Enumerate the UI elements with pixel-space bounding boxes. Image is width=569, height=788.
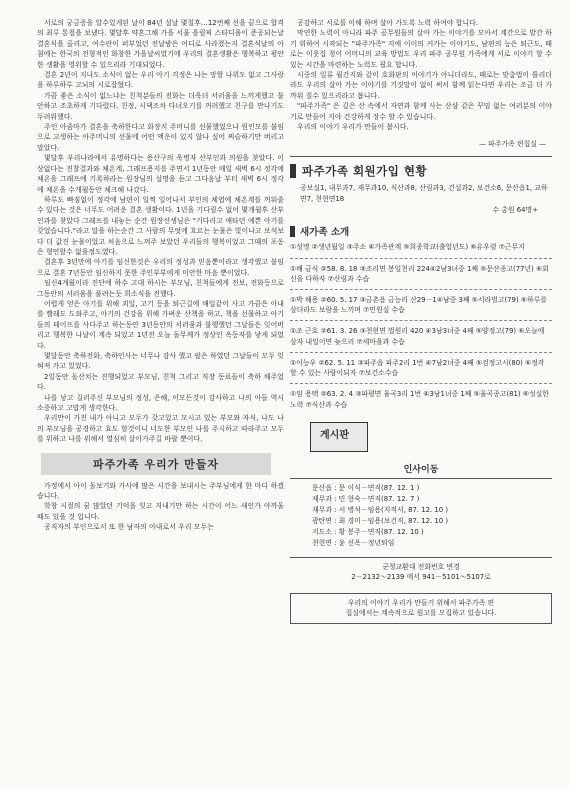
members-line: 공보실1, 내무과7, 재무과10, 식산과8, 산림과3, 건설과2, 보건소6, 문산읍1, 교하면7, 천현면18 [300, 184, 548, 204]
members-lines [300, 183, 552, 205]
paragraph: 가끔 좋은 소식이 없느냐는 친척분들의 전화는 더욱더 서러움을 느끼게했고 불안하고 조초하게 기다렸다. 친정, 시댁조차 다녀오기를 꺼려했고 친구를 만나기도 두려워했다. [37, 91, 284, 121]
member-entry [290, 295, 552, 315]
paragraph: 우리의 이야기 우리가 만들어 봅시다. [297, 123, 409, 132]
banner-title: 파주가족 우리가 만들자 [93, 457, 219, 471]
phone-change-notice [290, 557, 552, 583]
notice-line: 우리의 이야기 우리가 만들기 위해서 파주가족 편 [347, 598, 495, 607]
personnel-item: 문산읍 : 문 이식－면직(87. 12. 1 ) [312, 483, 420, 492]
entry-line: ①배 금식 ②58. 8. 18 ③조리면 봉일천리 224④2남3녀중 1째 ⑤문산종고(77년) ⑥회신을 다하자 ⑦산림과 수습 [290, 264, 549, 283]
paragraph: "파주가족" 은 깊은 산 속에서 자연과 함께 사는 산삼 같은 꾸밈 없는 여러분의 이야기로 만들어 지야 건강하게 장수 할 수 있습니다. [290, 102, 552, 121]
entry-line: ①임 용택 ②63. 2. 4 ③파평면 율곡3리 1번 ④3남1녀중 1째 ⑤율곡종고(81) ⑥성실한 노력 ⑦식산과 수습 [290, 390, 549, 409]
paragraph: 임신4개월이라 진단에 하수 고대 하시는 부모님, 친척들에게 전보, 전화등으로 그동안의 서러움을 풀려는듯 희소식을 전했다. [37, 279, 284, 298]
entry-line: ①박 해용 ②60. 5. 17 ③금촌읍 금능리 산29－1④남중 3째 ⑤서라벌고(79) ⑥하루를 살더라도 보람을 느끼며 ⑦민원실 수습 [290, 296, 547, 315]
article-body [37, 18, 284, 445]
personnel-item: 재무과 : 민 현숙－면직(87. 12. 7 ) [312, 494, 420, 503]
section-marker [290, 226, 295, 237]
personnel-item: 광탄면 : 최 경미－임용(보건직, 87. 12. 10 ) [312, 516, 449, 525]
editor-signature: — 파주가족 편집실 — [479, 140, 546, 149]
editorial-continued [290, 18, 552, 132]
paragraph: 몇달후 우리나라에서 유명하다는 용산구의 욱병자 산부인과 의원을 찾았다. 이상없다는 진찰결과와 체온계, 그래프용지를 주면서 1년동안 매일 새벽 6시 정각에 체온을 그래프에 기록하라는 원장님의 설명을 듣고 그다음날 부터 새벽 6시 정각에 체온을 수개월동안 체크해 나갔다. [37, 154, 284, 194]
paragraph: 시중의 일류 월간지와 같이 호화판의 이야기가 아니더라도, 때로는 맞춤법이 틀리더라도 우리의 살아 가는 이야기를 기짓말이 없이 써서 함께 읽는다면 우리는 조금 더 가까워 질수 있으리라고 봅니다. [290, 71, 552, 100]
paragraph: 2일동안 돌산치는 진행되었고 부모님, 친척 그리고 직장 동료들이 축하 해주었다. [37, 372, 284, 392]
member-entry [290, 264, 552, 284]
new-family-title: 새가족 소개 [300, 227, 350, 239]
paragraph: 학창 시절의 꿈 많았던 기억을 잊고 지내기만 하는 시간이 어느 새인가 아까울 때도 있을 것 입니다. [37, 502, 284, 521]
section-banner [41, 453, 271, 475]
personnel-title: 인사이동 [290, 462, 552, 479]
personnel-list [312, 483, 552, 549]
divider [290, 383, 552, 384]
entry-line: ①성명 ②생년월일 ③주소 ④가족관계 ⑤희종학교(출업년도) ⑥유우령 ⑦근무지 [290, 243, 525, 252]
entry-line: ①조 근호 ②61. 3. 26 ③천현면 법원리 420 ④3남3녀중 4째 ⑤양정고(79) ⑥오늘에 살자 내일이면 늦으리 ⑦세마을과 수습 [290, 327, 545, 346]
member-entry [290, 242, 552, 252]
new-family-list [290, 242, 552, 409]
left-column [37, 18, 284, 533]
editorial-body [37, 481, 284, 533]
members-total: 수 총원 64명+ [492, 206, 538, 215]
right-column [290, 18, 552, 624]
paragraph: 나를 낳고 길러주신 부모님의 정성, 은혜, 이모든것이 감사하고 나의 아들 역시 소중하고 고맙게 생각한다. [37, 393, 284, 413]
paragraph: 서로의 궁금증을 알수있게된 날이 84년 설날 몇칠후…12번째 선을 끝으로 합격의 최루 통첩을 보냈다. 몇달후 약혼그해 가을 서울 을림픽 스타디움이 준공되는날 결혼식을 올리고, 여수란이 퍼부었던 전날밤은 어디로 사라졌는지 결혼식날의 아침에는 한국의 전형적인 화창한 가을날씨였기에 우리의 결혼생활은 행복하고 평안한 생활을 영위할 수 있으리라 기대되었다. [37, 19, 284, 69]
member-entry [290, 326, 552, 346]
notice-line: 집실에서는 계속적으로 원고를 모집하고 있습니다. [345, 609, 497, 618]
divider [290, 258, 552, 259]
divider [290, 320, 552, 321]
personnel-item: 지도소 : 황 봉주－면직(87. 12. 10 ) [312, 527, 424, 536]
paragraph: 가정에서 아이 돌보기와 가사에 많은 시간을 보내시는 주부님에게 한 마디 하겠습니다. [37, 481, 284, 501]
personnel-item: 재무과 : 서 병석－임용(지적서, 87. 12. 10 ) [312, 505, 449, 514]
phone-line: 군청교환대 전화번호 변경 [382, 562, 460, 571]
new-family-header [290, 224, 552, 238]
personnel-item: 천현면 : 윤 선옥－정년퇴임 [312, 538, 395, 547]
paragraph: 어렵게 얻은 아기를 위해 괴일, 고기 등을 퇴근길에 매일같이 사고 가끔은 아내를 빨래도 도와주고, 아기의 건강을 위해 가벼운 산책을 하고, 책을 선물하고 아기들의 테이프를 사다주고 하는동안 3년동안의 서러움과 불행했던 그날들은 잊어버리고 행복한 나날이 계속 되었고 1년전 오늘 돌무께가 정상인 옥동자를 낳게 되었다. [37, 299, 284, 350]
members-title: 파주가족 회원가입 현황 [302, 164, 428, 179]
bulletin-board-stamp [310, 416, 370, 454]
member-entry [290, 389, 552, 409]
paragraph: 막연한 노력이 아니라 파주 공무원들의 살아 가는 이야기를 모아서 계간으로 발간 하기 위하여 시작되는 "파주가족" 지에 이이의 커가는 이야기도, 남편의 능은 퇴근도, 때로는 이웃집 청이 어머니의 교육 방법도 우리 파주 공무원 가족에게 서로 이야기 할 수 있는 시간을 마련하는 노력도 필요 합니다. [290, 29, 552, 69]
paragraph: 하루도 빠짐없이 정각에 남편이 일찍 일어나서 부인의 체엽에 체온계를 꺼워줄수 있다는 것은 너무도 어려운 결혼 생활이다. 1년을 기다림수 없어 몇개월후 산부인과를 찾았다 그래프를 내놓는 순간 원장선생님은 "기다리고 애타던 예쁜 아기를 갖었습니다."라고 말을 하는순간 그 사람의 무엇에 흐르는 눈물은 빛이나고 보석보다 더 값진 눈물이었고 처음으로 느껴주 보았던 우리들의 행복이었고 그때의 포옹은 형언할수 없을정도였다. [37, 195, 284, 256]
stamp-text: 게시판 [320, 429, 349, 441]
paragraph: 공직자의 부인으로서 또 한 남자의 아내로서 우리 모두는 [44, 523, 214, 532]
members-header [290, 163, 552, 179]
paragraph: 결혼 2년이 지나도 소식이 없는 우리 아기 걱정은 나는 망할 나위도 없고 그사랑을 하루하루 고뇌의 시로잡혔다. [37, 71, 284, 90]
divider [290, 156, 552, 157]
divider [290, 352, 552, 353]
paragraph: 우리만이 가진 내가 아니고 모두가 갖고있고 모시고 있는 부모와 자식, 나도 나의 부모님을 공경하고 효도 할것이니 너도한 부모인 나를 주시하고 따라주고 모두를 위하고 나를 위해서 열심히 살아가주길 바랄 뿐이다. [37, 414, 284, 444]
paragraph: 공감하고 서로를 이해 하며 살아 가도록 노력 하여야 합니다. [297, 19, 479, 27]
entry-line: ①이능우 ②62. 5. 11 ③파주읍 파주2리 1번 ④7남2녀중 4째 ⑤검정고시(80) ⑥정각 할 수 있는 사람이되자 ⑦보건소수습 [290, 358, 545, 378]
paragraph: 몇달동안 축하전화, 축하인사는 너무나 감사 했고 팔은 하였던 그날들이 모두 잊혀져 가고 있었다. [37, 352, 284, 371]
member-entry [290, 358, 552, 378]
submission-notice [290, 593, 552, 624]
divider [290, 289, 552, 290]
paragraph: 주인 아줌마가 결혼을 축하한다고 화장지 주머니를 선물했었으나 원인모를 불임으로 고생하는 아주머니의 선물에 어떤 액운이 있지 않나 싶어 찌슬하기만 버리고 말았다. [37, 123, 284, 152]
phone-line: 2－2132～2139 에서 941－5101～5107로 [351, 573, 491, 582]
members-summary [300, 183, 552, 216]
section-marker [290, 164, 296, 178]
paragraph: 결혼후 3년만에 아기를 임신한것은 우리의 정성과 믿음뿐이라고 생각했고 불임으로 결혼 7년동안 임신하지 못한 주인부부에게 미안한 마음 뿐이었다. [37, 258, 284, 277]
